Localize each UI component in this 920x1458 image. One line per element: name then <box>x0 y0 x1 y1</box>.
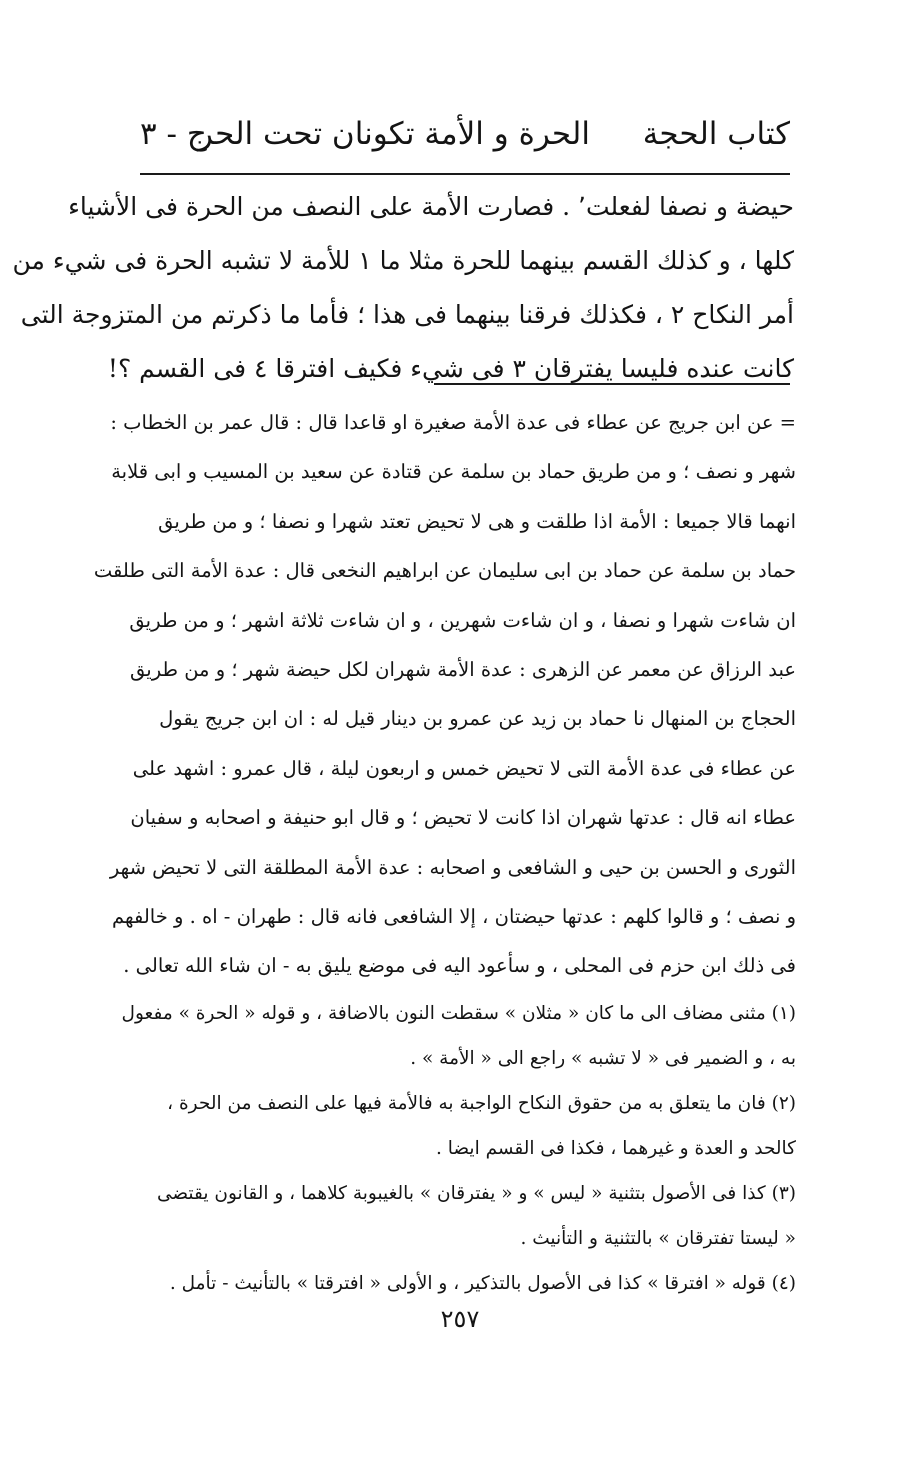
commentary-line: = عن ابن جريج عن عطاء فى عدة الأمة صغيرة او قاعدا قال : قال عمر بن الخطاب : <box>110 411 796 434</box>
main-text-line: أمر النكاح ٢ ، فكذلك فرقنا بينهما فى هذا ؛ فأما ما ذكرتم من المتزوجة التى <box>20 300 794 329</box>
footnote-line: (٣) كذا فى الأصول بتثنية « ليس » و « يفترقان » بالغيبوبة كلاهما ، و القانون يقتضى <box>156 1182 796 1204</box>
header-divider <box>140 173 790 175</box>
running-header <box>140 110 790 164</box>
commentary-line: الثورى و الحسن بن حيى و الشافعى و اصحابه : عدة الأمة المطلقة التى لا تحيض شهر <box>109 855 796 879</box>
commentary-line: انهما قالا جميعا : الأمة اذا طلقت و هى لا تحيض تعتد شهرا و نصفا ؛ و من طريق <box>158 509 796 533</box>
footnote-line: كالحد و العدة و غيرهما ، فكذا فى القسم ايضا . <box>435 1137 796 1159</box>
footnotes-section <box>93 398 796 1306</box>
footnote-line: (١) مثنى مضاف الى ما كان « مثلان » سقطت النون بالاضافة ، و قوله « الحرة » مفعول <box>121 1002 796 1024</box>
footnote-line: « ليستا تفترقان » بالتثنية و التأنيث . <box>520 1227 796 1249</box>
commentary-line: ان شاءت شهرا و نصفا ، و ان شاءت شهرين ، و ان شاءت ثلاثة اشهر ؛ و من طريق <box>129 608 796 632</box>
footnote-separator <box>434 383 790 385</box>
commentary-line: فى ذلك ابن حزم فى المحلى ، و سأعود اليه فى موضع يليق به - ان شاء الله تعالى . <box>123 954 796 978</box>
main-text-line: كلها ، و كذلك القسم بينهما للحرة مثلا ما ١ للأمة لا تشبه الحرة فى شيء من <box>12 246 794 275</box>
commentary-line: الحجاج بن المنهال نا حماد بن زيد عن عمرو بن دينار قيل له : ان ابن جريج يقول <box>159 707 796 731</box>
footnote-line: (٤) قوله « افترقا » كذا فى الأصول بالتذكير ، و الأولى « افترقتا » بالتأنيث - تأمل . <box>169 1272 796 1294</box>
chapter-title: الحرة و الأمة تكونان تحت الحر <box>197 116 590 152</box>
commentary-line: عبد الرزاق عن معمر عن الزهرى : عدة الأمة شهران لكل حيضة شهر ؛ و من طريق <box>130 657 796 681</box>
main-text-line: كانت عنده فليسا يفترقان ٣ فى شيء فكيف افترقا ٤ فى القسم ؟! <box>107 354 794 383</box>
footnote-line: به ، و الضمير فى « لا تشبه » راجع الى « الأمة » . <box>410 1047 796 1069</box>
commentary-line: عطاء انه قال : عدتها شهران اذا كانت لا تحيض ؛ و قال ابو حنيفة و اصحابه و سفيان <box>130 806 796 830</box>
commentary-line: حماد بن سلمة عن حماد بن ابى سليمان عن ابراهيم النخعى قال : عدة الأمة التى طلقت <box>93 559 796 583</box>
main-text <box>12 180 794 396</box>
volume-number: ج - ٣ <box>140 116 207 152</box>
footnote-line: (٢) فان ما يتعلق به من حقوق النكاح الواجبة به فالأمة فيها على النصف من الحرة ، <box>167 1092 796 1114</box>
page-number: ٢٥٧ <box>440 1305 480 1333</box>
book-title: كتاب الحجة <box>642 116 790 152</box>
commentary-line: شهر و نصف ؛ و من طريق حماد بن سلمة عن قتادة عن سعيد بن المسيب و ابى قلابة <box>111 460 796 484</box>
main-text-line: حيضة و نصفا لفعلت٬ . فصارت الأمة على النصف من الحرة فى الأشياء <box>68 192 794 221</box>
commentary-line: عن عطاء فى عدة الأمة التى لا تحيض خمس و اربعون ليلة ، قال عمرو : اشهد على <box>132 756 796 780</box>
commentary-line: و نصف ؛ و قالوا كلهم : عدتها حيضتان ، إلا الشافعى فانه قال : طهران - اه . و خالفهم <box>112 904 796 928</box>
